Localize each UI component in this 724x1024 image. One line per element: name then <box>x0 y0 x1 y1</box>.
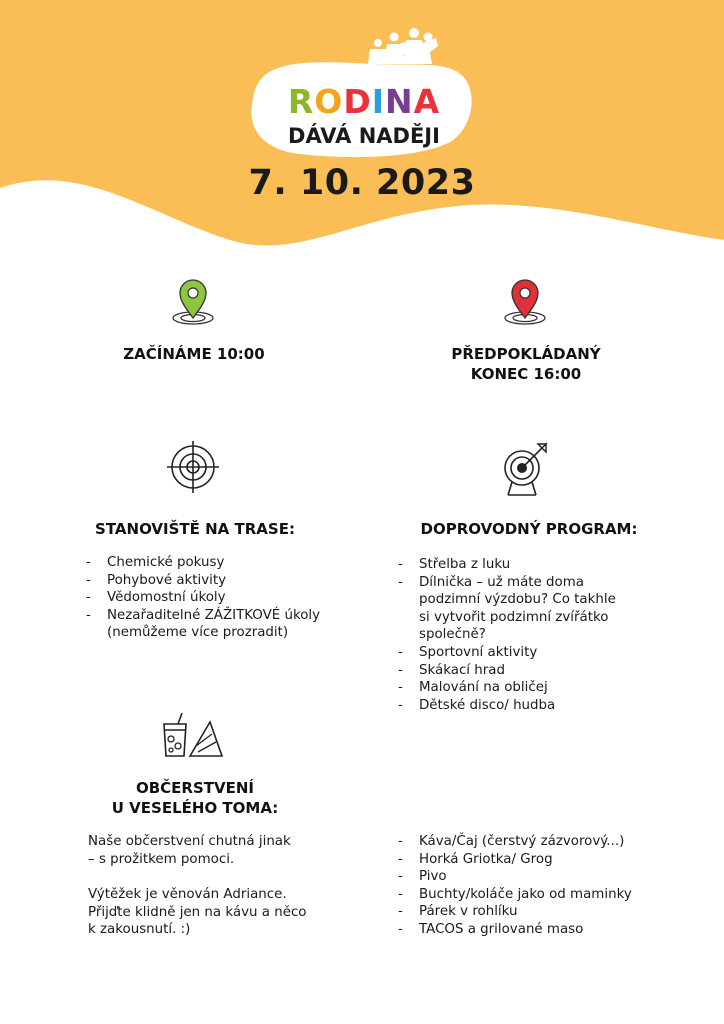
family-figures-icon <box>368 28 438 64</box>
archery-target-icon <box>498 440 552 498</box>
program-list <box>398 556 698 714</box>
event-date: 7. 10. 2023 <box>248 163 476 203</box>
list-item-line: (nemůžeme více prozradit) <box>107 625 289 641</box>
list-item <box>86 572 366 590</box>
logo-letter: I <box>371 82 385 121</box>
list-item: - Káva/Čaj (čerstvý zázvorový...) <box>398 833 708 851</box>
text-line: k zakousnutí. :) <box>88 922 191 938</box>
text-line: Přijďte klidně jen na kávu a něco <box>88 904 307 920</box>
list-item <box>398 697 698 715</box>
refreshments-heading <box>84 778 306 818</box>
list-item-line: podzimní výzdobu? Co takhle <box>419 592 616 608</box>
logo-letter: O <box>314 82 344 121</box>
list-item-line: - Chemické pokusy <box>107 555 225 570</box>
list-item-line: - Pohybové aktivity <box>107 572 227 588</box>
drink-and-sandwich-icon <box>160 712 226 758</box>
logo-tagline: DÁVÁ NADĚJI <box>288 124 440 148</box>
map-pin-green-icon <box>170 278 216 326</box>
list-item-line: - Dětské disco/ hudba <box>419 697 556 713</box>
list-item-line: si vytvořit podzimní zvířátko <box>419 609 609 625</box>
logo-letter: R <box>287 82 315 121</box>
text-line: – s prožitkem pomoci. <box>88 851 235 867</box>
refreshments-donation-note <box>88 886 378 939</box>
list-item <box>398 556 698 574</box>
map-pin-red-icon <box>502 278 548 326</box>
logo-letter: N <box>385 82 414 121</box>
logo-letter: D <box>343 82 372 121</box>
end-time-line: PŘEDPOKLÁDANÝ <box>451 345 601 363</box>
list-item <box>86 589 366 607</box>
list-item: - Horká Griotka/ Grog <box>398 851 708 869</box>
list-item <box>398 679 698 697</box>
refreshments-heading-line: U VESELÉHO TOMA: <box>111 799 279 817</box>
list-item: - Pivo <box>398 868 708 886</box>
list-item <box>398 662 698 680</box>
list-item-line: - Malování na obličej <box>419 680 548 696</box>
list-item: - Buchty/koláče jako od maminky <box>398 886 708 904</box>
refreshments-heading-line: OBČERSTVENÍ <box>135 779 254 797</box>
text-line: Výtěžek je věnován Adriance. <box>88 887 287 902</box>
list-item-line: - Vědomostní úkoly <box>107 590 226 606</box>
start-time-heading: ZAČÍNÁME 10:00 <box>123 345 265 363</box>
text-line: Naše občerstvení chutná jinak <box>88 834 291 849</box>
list-item-line: - Střelba z luku <box>419 557 511 572</box>
stations-heading: STANOVIŠTĚ NA TRASE: <box>95 520 295 538</box>
logo-wordmark <box>2 82 724 121</box>
refreshments-intro <box>88 833 368 868</box>
end-time-heading <box>420 344 632 384</box>
list-item: - Párek v rohlíku <box>398 903 708 921</box>
logo-letter: A <box>413 82 441 121</box>
end-time-line: KONEC 16:00 <box>470 365 582 383</box>
refreshments-menu-list <box>398 833 708 939</box>
list-item-line: - Skákací hrad <box>419 662 505 678</box>
list-item <box>86 607 366 642</box>
list-item-line: společně? <box>419 627 486 643</box>
stations-list <box>86 554 366 642</box>
list-item-line: - Sportovní aktivity <box>419 644 538 660</box>
list-item: - TACOS a grilované maso <box>398 921 708 939</box>
crosshair-icon <box>166 440 220 494</box>
list-item <box>398 644 698 662</box>
list-item-line: - Dílnička – už máte doma <box>419 574 584 590</box>
list-item <box>86 554 366 572</box>
program-heading: DOPROVODNÝ PROGRAM: <box>420 520 638 538</box>
list-item-line: - Nezařaditelné ZÁŽITKOVÉ úkoly <box>107 607 321 623</box>
list-item <box>398 574 698 644</box>
